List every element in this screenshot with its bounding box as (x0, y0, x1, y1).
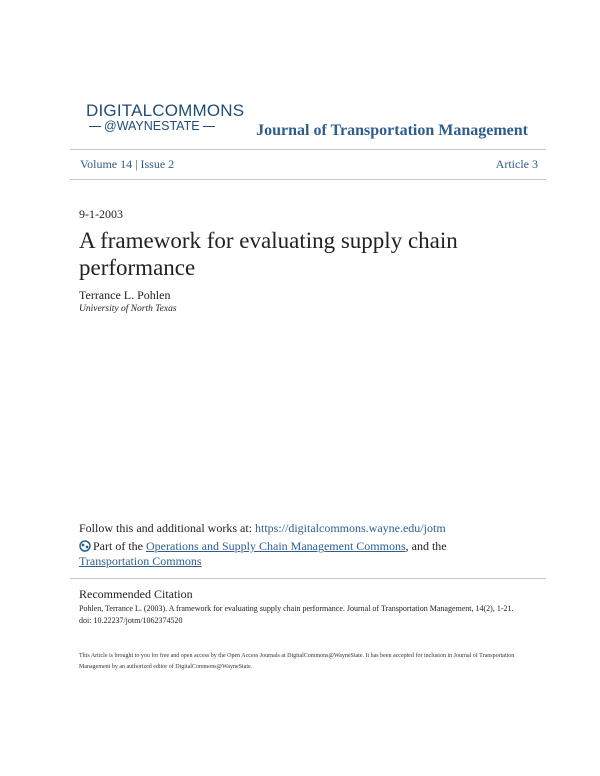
citation-divider (70, 578, 546, 579)
follow-label: Follow this and additional works at: (79, 521, 255, 535)
publication-date: 9-1-2003 (79, 207, 123, 221)
recommended-citation-heading: Recommended Citation (79, 587, 193, 601)
logo-dash-right (203, 126, 215, 127)
part-of-prefix: Part of the (93, 539, 146, 553)
header-divider-top (70, 149, 546, 150)
digitalcommons-logo (86, 101, 244, 121)
logo-line2: @WAYNESTATE (104, 119, 200, 133)
follow-line (79, 521, 446, 536)
citation-text: Pohlen, Terrance L. (2003). A framework for evaluating supply chain performance. Journal of Transportation Management, 14(2), 1-21. doi: 10.22237/jotm/1062374520 (79, 604, 514, 625)
journal-title[interactable]: Journal of Transportation Management (256, 122, 528, 139)
article-title: A framework for evaluating supply chain performance (79, 228, 458, 280)
part-of-line (79, 539, 519, 569)
waynestate-logo-line (86, 119, 218, 133)
logo-line1: DIGITALCOMMONS (86, 101, 245, 120)
transportation-commons-link[interactable]: Transportation Commons (79, 554, 202, 568)
network-icon (79, 540, 91, 552)
logo-dash-left (89, 126, 101, 127)
operations-commons-link[interactable]: Operations and Supply Chain Management Commons (146, 539, 406, 553)
author-affiliation: University of North Texas (79, 304, 177, 314)
article-number-link[interactable]: Article 3 (495, 157, 538, 171)
volume-issue-link[interactable]: Volume 14 | Issue 2 (80, 157, 175, 171)
part-of-middle: , and the (405, 539, 447, 553)
repository-url-link[interactable]: https://digitalcommons.wayne.edu/jotm (255, 521, 446, 535)
access-notice: This Article is brought to you for free and open access by the Open Access Journals at DigitalCommons@WayneState. It has been accepted for inclusion in Journal of Transportation Management by an authorized editor of DigitalCommons@WayneState. (79, 653, 515, 670)
header-divider-bottom (70, 179, 546, 180)
author-name: Terrance L. Pohlen (79, 288, 171, 302)
